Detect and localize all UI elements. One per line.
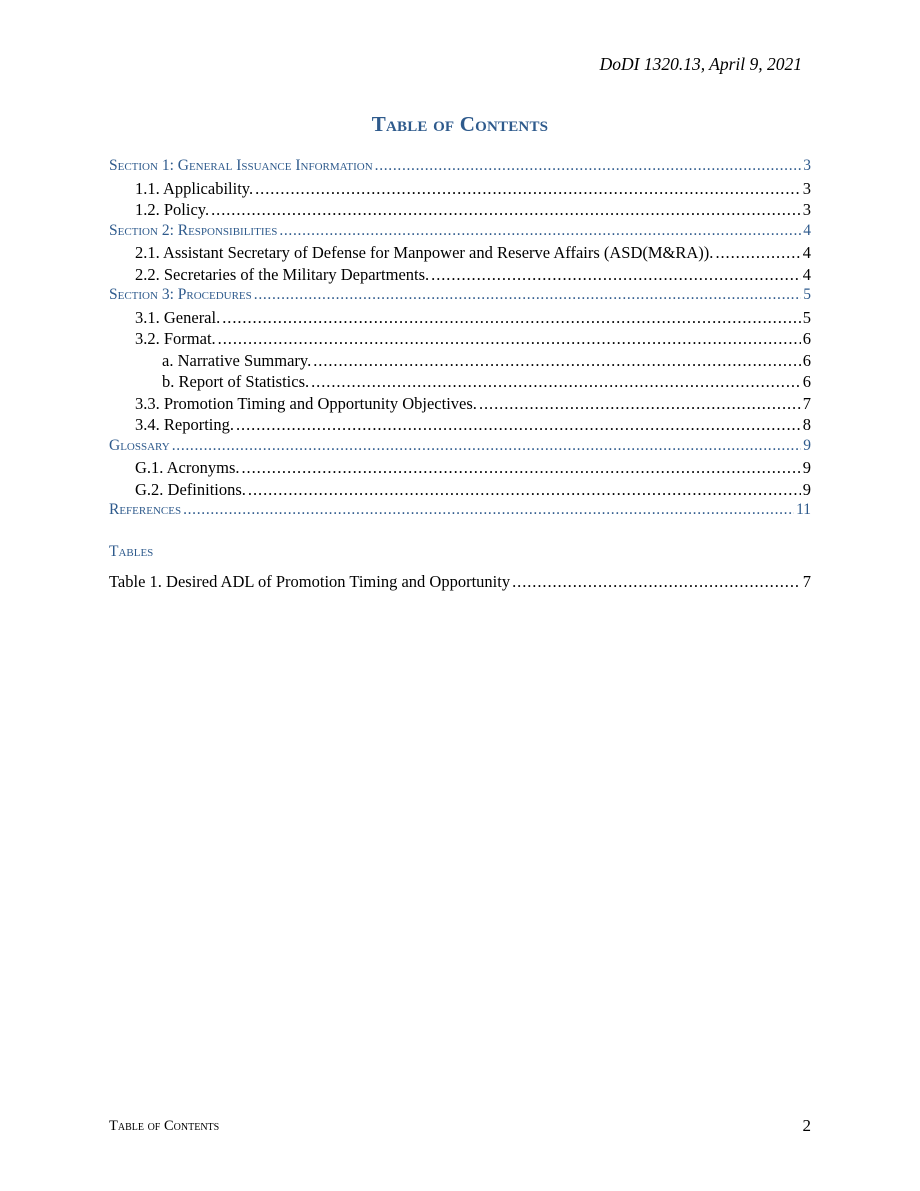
page-title: Table of Contents	[371, 112, 549, 136]
toc-entry-label: 2.1. Assistant Secretary of Defense for Manpower and Reserve Affairs (ASD(M&RA)).	[135, 243, 714, 262]
document-reference: DoDI 1320.13, April 9, 2021	[599, 54, 802, 74]
toc-entry-label: Table 1. Desired ADL of Promotion Timing and Opportunity	[109, 572, 511, 591]
toc-entry-label: 3.2. Format.	[135, 329, 216, 348]
toc-entry-label: Section 3: Procedures	[109, 286, 252, 303]
dot-leader	[254, 286, 801, 304]
toc-entry-page: 3	[803, 157, 811, 174]
toc-section-link[interactable]	[109, 222, 811, 244]
toc-entry-label: a. Narrative Summary.	[162, 350, 312, 370]
dot-leader	[279, 222, 801, 240]
toc-entry-label: G.2. Definitions.	[135, 479, 246, 499]
toc-entry-label: 2.2. Secretaries of the Military Departments.	[135, 264, 430, 284]
dot-leader	[375, 157, 802, 175]
toc-entry-label: 3.4. Reporting.	[135, 415, 234, 434]
toc-entry-page: 3	[802, 178, 811, 198]
toc-entry-link[interactable]	[109, 243, 811, 265]
toc-entry-page: 9	[802, 479, 811, 499]
toc-entry-link[interactable]	[109, 265, 811, 287]
dot-leader	[222, 308, 801, 328]
dot-leader	[211, 200, 801, 220]
footer-page-number: 2	[802, 1116, 811, 1135]
toc-entry-label: Section 2: Responsibilities	[109, 221, 278, 239]
table-list-link[interactable]	[109, 572, 811, 594]
toc-entry-page: 8	[802, 415, 811, 434]
toc-entry-page: 9	[802, 458, 811, 477]
toc-entry-page: 3	[802, 200, 811, 219]
toc-entry-link[interactable]	[109, 480, 811, 502]
dot-leader	[236, 415, 801, 435]
toc-entry-label: 3.1. General.	[135, 307, 221, 327]
dot-leader	[311, 372, 801, 392]
toc-entry-link[interactable]	[109, 394, 811, 416]
toc-entry-label: Section 1: General Issuance Information	[109, 157, 373, 174]
toc-section-link[interactable]	[109, 501, 811, 523]
toc-entry-link[interactable]	[109, 179, 811, 201]
toc-entry-link[interactable]	[109, 329, 811, 351]
toc-entry-page: 4	[802, 243, 811, 262]
toc-entry-label: References	[109, 501, 182, 518]
toc-entry-link[interactable]	[109, 351, 811, 373]
toc-entry-page: 7	[802, 572, 811, 591]
toc-entry-page: 7	[802, 393, 811, 413]
dot-leader	[512, 572, 801, 592]
toc-entry-link[interactable]	[109, 200, 811, 222]
toc-entry-label: G.1. Acronyms.	[135, 458, 240, 477]
dot-leader	[255, 179, 801, 199]
toc-entry-page: 4	[802, 264, 811, 284]
toc-entry-page: 4	[803, 221, 811, 239]
dot-leader	[479, 394, 801, 414]
toc-entry-page: 5	[803, 286, 811, 303]
toc-entry-label: 1.2. Policy.	[135, 200, 210, 219]
table-of-contents	[109, 157, 811, 523]
toc-section-link[interactable]	[109, 437, 811, 459]
toc-entry-page: 9	[803, 436, 811, 454]
footer-section-name: Table of Contents	[109, 1118, 220, 1134]
toc-entry-page: 11	[796, 501, 811, 518]
toc-entry-link[interactable]	[109, 415, 811, 437]
dot-leader	[248, 480, 801, 500]
toc-entry-label: b. Report of Statistics.	[162, 372, 310, 391]
toc-entry-link[interactable]	[109, 308, 811, 330]
dot-leader	[218, 329, 801, 349]
toc-entry-page: 5	[802, 307, 811, 327]
dot-leader	[172, 437, 802, 455]
dot-leader	[183, 501, 794, 519]
toc-entry-page: 6	[802, 350, 811, 370]
list-of-tables	[109, 572, 811, 594]
toc-entry-label: Glossary	[109, 436, 170, 454]
toc-entry-label: 1.1. Applicability.	[135, 178, 254, 198]
dot-leader	[313, 351, 801, 371]
dot-leader	[715, 243, 800, 263]
tables-heading: Tables	[109, 543, 154, 560]
dot-leader	[431, 265, 801, 285]
toc-entry-link[interactable]	[109, 372, 811, 394]
dot-leader	[242, 458, 801, 478]
toc-entry-page: 6	[802, 329, 811, 348]
toc-entry-page: 6	[802, 372, 811, 391]
toc-entry-label: 3.3. Promotion Timing and Opportunity Objectives.	[135, 393, 477, 413]
toc-section-link[interactable]	[109, 157, 811, 179]
toc-section-link[interactable]	[109, 286, 811, 308]
toc-entry-link[interactable]	[109, 458, 811, 480]
